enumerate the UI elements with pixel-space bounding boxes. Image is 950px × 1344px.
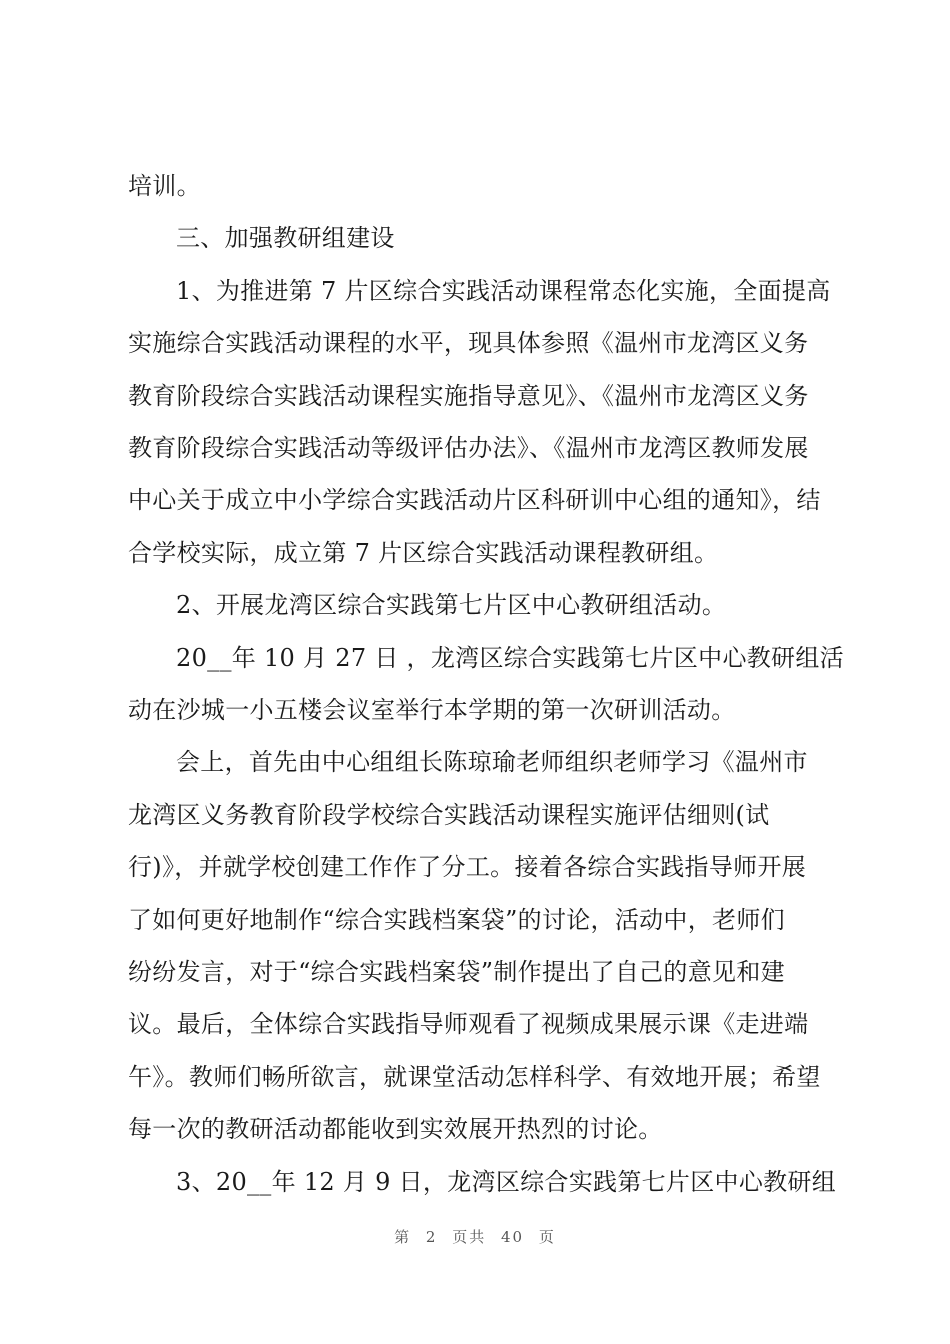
text-line: 动在沙城一小五楼会议室举行本学期的第一次研训活动。: [128, 696, 736, 724]
text-line: 中心关于成立中小学综合实践活动片区科研训中心组的通知》，结: [128, 486, 821, 514]
text-line: 20__年 10 月 27 日 ，龙湾区综合实践第七片区中心教研组活: [176, 644, 844, 672]
text-line: 纷纷发言，对于“综合实践档案袋”制作提出了自己的意见和建: [128, 958, 785, 986]
footer-total-pages: 40: [501, 1228, 525, 1246]
section-heading: 三、加强教研组建设: [176, 224, 395, 252]
text-line: 合学校实际，成立第 7 片区综合实践活动课程教研组。: [128, 539, 719, 567]
footer-middle: 页共: [452, 1228, 487, 1246]
text-line: 培训。: [128, 172, 201, 200]
text-line: 行)》，并就学校创建工作作了分工。接着各综合实践指导师开展: [128, 853, 807, 881]
footer-prefix: 第: [394, 1228, 412, 1246]
text-line: 会上，首先由中心组组长陈琼瑜老师组织老师学习《温州市: [176, 748, 808, 776]
text-line: 2、开展龙湾区综合实践第七片区中心教研组活动。: [176, 591, 727, 619]
text-line: 午》。教师们畅所欲言，就课堂活动怎样科学、有效地开展；希望: [128, 1063, 821, 1091]
footer-suffix: 页: [538, 1228, 556, 1246]
text-line: 了如何更好地制作“综合实践档案袋”的讨论，活动中，老师们: [128, 906, 785, 934]
text-line: 教育阶段综合实践活动课程实施指导意见》、《温州市龙湾区义务: [128, 382, 809, 410]
text-line: 实施综合实践活动课程的水平，现具体参照《温州市龙湾区义务: [128, 329, 809, 357]
text-line: 教育阶段综合实践活动等级评估办法》、《温州市龙湾区教师发展: [128, 434, 809, 462]
page-footer: [0, 1226, 950, 1247]
text-line: 议。最后，全体综合实践指导师观看了视频成果展示课《走进端: [128, 1010, 809, 1038]
footer-current-page: 2: [425, 1228, 438, 1246]
text-line: 龙湾区义务教育阶段学校综合实践活动课程实施评估细则(试: [128, 801, 770, 829]
text-line: 3、20__年 12 月 9 日，龙湾区综合实践第七片区中心教研组: [176, 1168, 837, 1196]
text-line: 1、为推进第 7 片区综合实践活动课程常态化实施，全面提高: [176, 277, 831, 305]
text-line: 每一次的教研活动都能收到实效展开热烈的讨论。: [128, 1115, 663, 1143]
